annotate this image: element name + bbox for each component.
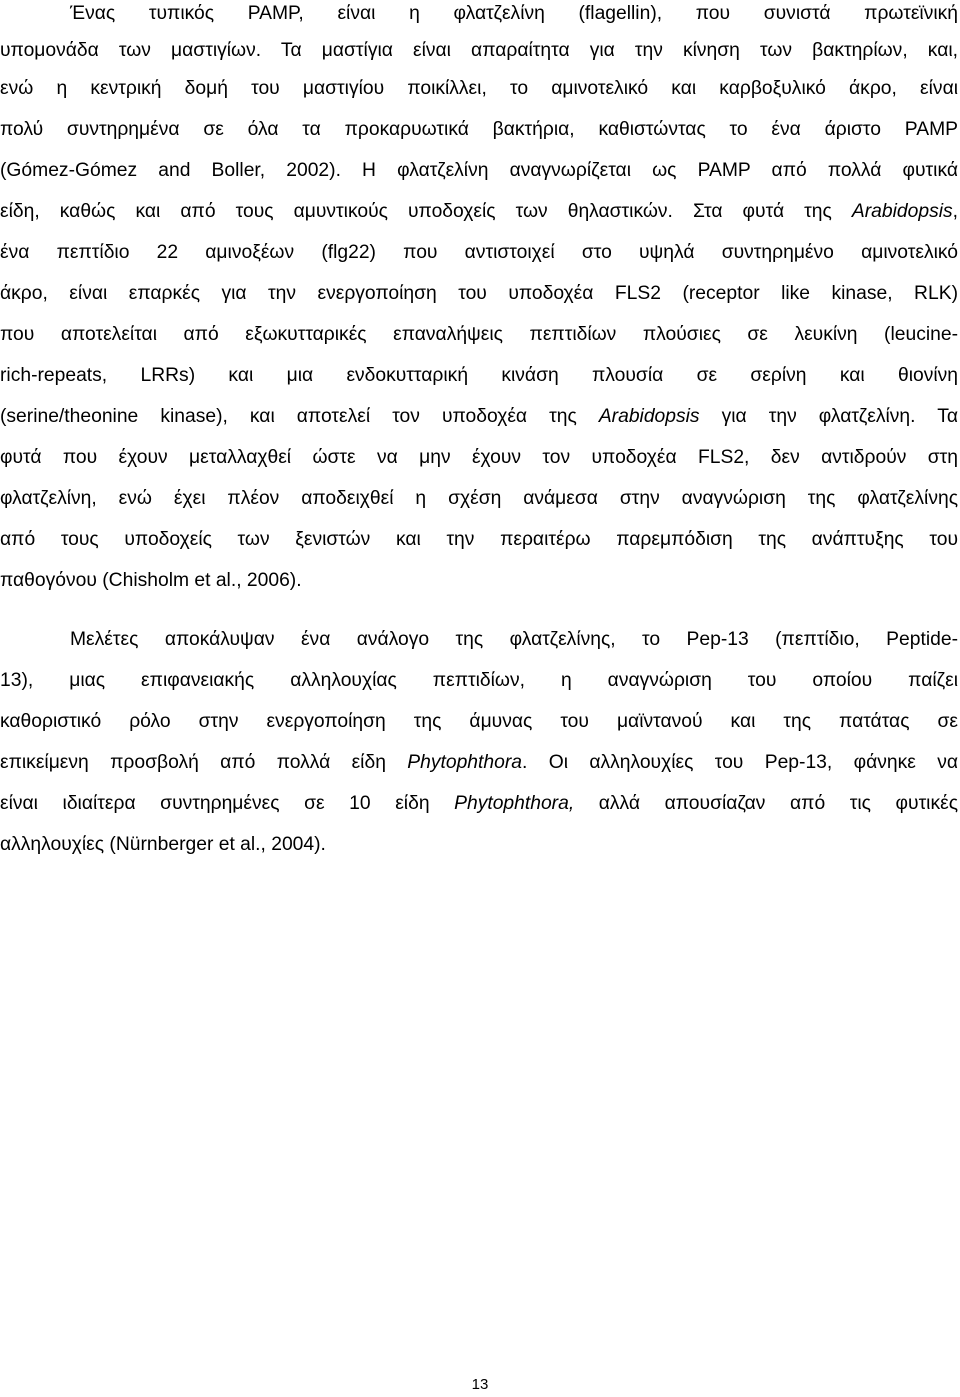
text-line [0,364,958,388]
text-run: αλληλουχίες (Nürnberger et al., 2004). [0,834,326,855]
text-run: (Gómez-Gómez and Boller, 2002). Η φλατζελίνη αναγνωρίζεται ως PAMP από πολλά φυτικά [0,160,958,181]
text-run: επικείμενη προσβολή από πολλά είδη [0,752,408,773]
text-run: . Οι αλληλουχίες του Pep-13, φάνηκε να [521,752,958,773]
text-run: φυτά που έχουν μεταλλαχθεί ώστε να μην έχουν τον υποδοχέα FLS2, δεν αντιδρούν στη [0,447,958,468]
text-line [0,77,958,101]
text-run: 13), μιας επιφανειακής αλληλουχίας πεπτιδίων, η αναγνώριση του οποίου παίζει [0,670,958,691]
text-line [0,528,958,552]
text-run: ενώ η κεντρική δομή του μαστιγίου ποικίλλει, το αμινοτελικό και καρβοξυλικό άκρο, είναι [0,78,958,99]
italic-term: Arabidopsis [598,406,700,427]
text-line [70,628,958,652]
text-run: Μελέτες αποκάλυψαν ένα ανάλογο της φλατζελίνης, το Pep-13 (πεπτίδιο, Peptide- [70,629,958,650]
text-run: από τους υποδοχείς των ξενιστών και την περαιτέρω παρεμπόδιση της ανάπτυξης του [0,529,958,550]
text-run: που αποτελείται από εξωκυτταρικές επαναλήψεις πεπτιδίων πλούσιες σε λευκίνη (leucine- [0,324,958,345]
text-line [0,710,958,734]
text-line [0,405,958,429]
text-line [0,833,958,857]
text-run: ένα πεπτίδιο 22 αμινοξέων (flg22) που αντιστοιχεί στο υψηλά συντηρημένο αμινοτελικό [0,242,958,263]
text-run: είναι ιδιαίτερα συντηρημένες σε 10 είδη [0,793,455,814]
text-run: rich-repeats, LRRs) και μια ενδοκυτταρική κινάση πλουσία σε σερίνη και θιονίνη [0,365,958,386]
text-line [0,487,958,511]
text-line [0,118,958,142]
text-line [70,2,958,26]
text-line [0,792,958,816]
text-run: Ένας τυπικός PAMP, είναι η φλατζελίνη (flagellin), που συνιστά πρωτεϊνική [70,3,958,24]
text-run: καθοριστικό ρόλο στην ενεργοποίηση της άμυνας του μαϊντανού και της πατάτας σε [0,711,958,732]
text-line [0,323,958,347]
text-line [0,751,958,775]
text-line [0,159,958,183]
text-line [0,569,958,593]
text-line [0,669,958,693]
text-line [0,446,958,470]
italic-term: Arabidopsis [851,201,953,222]
text-run: , [952,201,958,222]
text-run: παθογόνου (Chisholm et al., 2006). [0,570,302,591]
text-line [0,200,958,224]
text-run: υπομονάδα των μαστιγίων. Τα μαστίγια είναι απαραίτητα για την κίνηση των βακτηρίων, και, [0,40,958,61]
text-run: φλατζελίνη, ενώ έχει πλέον αποδειχθεί η σχέση ανάμεσα στην αναγνώριση της φλατζελίνης [0,488,958,509]
text-run: άκρο, είναι επαρκές για την ενεργοποίηση του υποδοχέα FLS2 (receptor like kinase, RLK) [0,283,958,304]
text-run: αλλά απουσίαζαν από τις φυτικές [574,793,958,814]
text-run: πολύ συντηρημένα σε όλα τα προκαρυωτικά βακτήρια, καθιστώντας το ένα άριστο PAMP [0,119,958,140]
text-run: (serine/theonine kinase), και αποτελεί τον υποδοχέα της [0,406,599,427]
italic-term: Phytophthora [407,752,522,773]
text-run: είδη, καθώς και από τους αμυντικούς υποδοχείς των θηλαστικών. Στα φυτά της [0,201,852,222]
text-line [0,282,958,306]
page-number: 13 [471,1376,489,1393]
text-line [0,241,958,265]
text-run: για την φλατζελίνη. Τα [699,406,959,427]
italic-term: Phytophthora, [454,793,575,814]
text-line [0,39,958,63]
